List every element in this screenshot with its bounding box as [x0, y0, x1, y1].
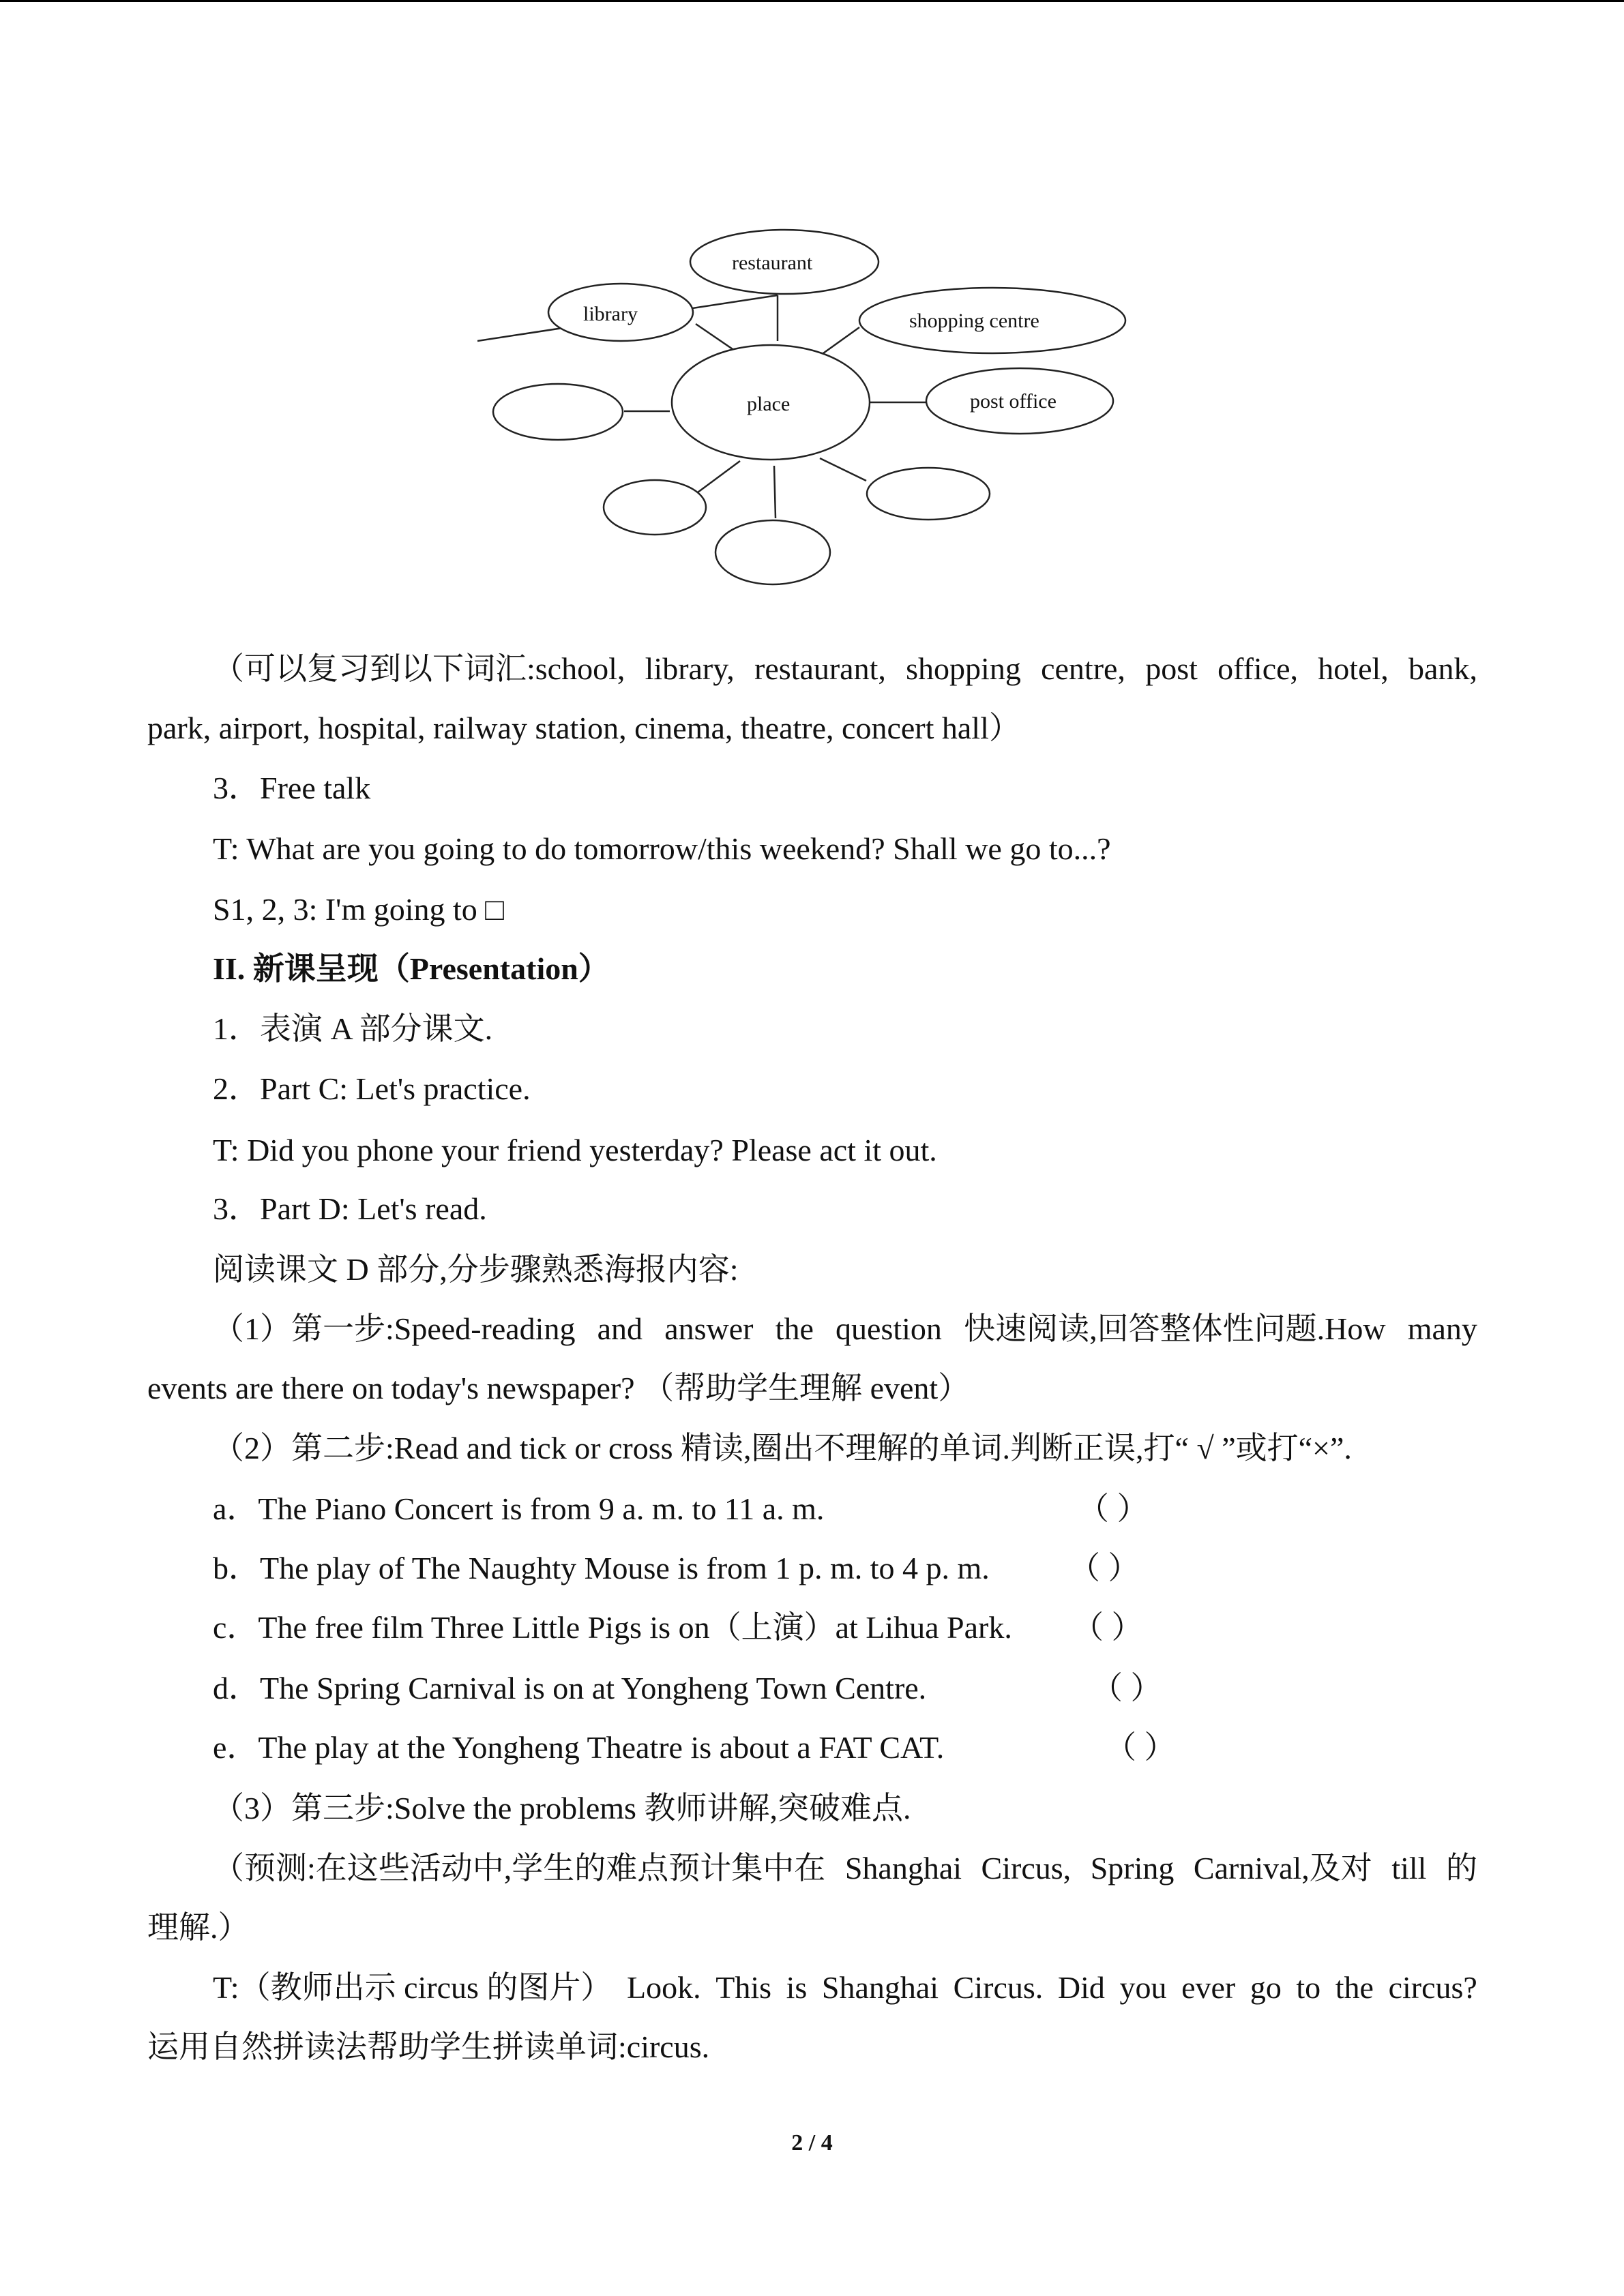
circus-word: Look. [627, 1970, 701, 2005]
post-label: post office [970, 390, 1057, 413]
free-talk-heading: 3．Free talk [213, 771, 371, 805]
step-2-line: （2）第二步:Read and tick or cross 精读,圈出不理解的单词.判断正误,打“ √ ”或打“×”. [213, 1431, 1352, 1465]
word-web-diagram [477, 218, 1146, 600]
review-word: post [1145, 651, 1198, 686]
top-border [0, 0, 1624, 2]
step-1-line [213, 1309, 1477, 1350]
step1-word: answer [664, 1311, 754, 1346]
question-e: e．The play at the Yongheng Theatre is about a FAT CAT. [213, 1730, 945, 1765]
presentation-intro: 阅读课文 D 部分,分步骤熟悉海报内容: [213, 1252, 739, 1287]
review-line-1 [213, 648, 1477, 689]
predict-word: Spring [1090, 1851, 1175, 1885]
shopping-label: shopping centre [909, 310, 1039, 332]
empty-ellipse-lower-left [604, 480, 706, 535]
review-word: centre, [1041, 651, 1125, 686]
predict-word: Circus, [981, 1851, 1072, 1885]
review-word: hotel, [1318, 651, 1389, 686]
circus-word: go [1250, 1970, 1282, 2005]
circus-word: Circus. [953, 1970, 1044, 2005]
empty-ellipse-lower-right [867, 468, 990, 520]
question-a: a．The Piano Concert is from 9 a. m. to 11 a. m. [213, 1491, 825, 1526]
circus-word: T:（教师出示 circus 的图片） [213, 1970, 612, 2005]
step-3-line: （3）第三步:Solve the problems 教师讲解,突破难点. [213, 1791, 911, 1825]
free-talk-teacher: T: What are you going to do tomorrow/this weekend? Shall we go to...? [213, 831, 1111, 866]
review-word: library, [645, 651, 735, 686]
word-web-svg [477, 218, 1146, 600]
restaurant-label: restaurant [732, 252, 813, 274]
library-label: library [583, 303, 638, 325]
presentation-item-2: 2．Part C: Let's practice. [213, 1071, 531, 1106]
teacher-circus-line [213, 1967, 1477, 2008]
step1-word: question [836, 1311, 942, 1346]
circus-word: the [1335, 1970, 1374, 2005]
review-word: restaurant, [754, 651, 886, 686]
circus-word: Shanghai [821, 1970, 939, 2005]
answer-blank-a[interactable]: （ ） [1078, 1491, 1149, 1526]
empty-ellipse-bottom [715, 520, 830, 584]
review-word: shopping [906, 651, 1021, 686]
question-b: b．The play of The Naughty Mouse is from 1 p. m. to 4 p. m. [213, 1551, 990, 1585]
review-word: （可以复习到以下词汇:school, [213, 651, 625, 686]
free-talk-students: S1, 2, 3: I'm going to □ [213, 892, 505, 927]
step1-word: 快速阅读,回答整体性问题.How [964, 1311, 1386, 1346]
prediction-continuation: 理解.） [147, 1910, 250, 1945]
predict-word: （预测:在这些活动中,学生的难点预计集中在 [213, 1851, 826, 1885]
question-d: d．The Spring Carnival is on at Yongheng Town Centre. [213, 1671, 927, 1705]
presentation-item-3: 3．Part D: Let's read. [213, 1191, 487, 1226]
prediction-line [213, 1848, 1477, 1889]
step1-word: the [775, 1311, 814, 1346]
circus-word: to [1296, 1970, 1321, 2005]
predict-word: Carnival,及对 [1193, 1851, 1372, 1885]
page-number: 2 / 4 [791, 2130, 833, 2156]
presentation-heading: II. 新课呈现（Presentation） [213, 951, 610, 986]
predict-word: Shanghai [844, 1851, 962, 1885]
circus-word: This [715, 1970, 771, 2005]
circus-word: is [786, 1970, 808, 2005]
answer-blank-b[interactable]: （ ） [1069, 1551, 1140, 1585]
circus-word: you [1119, 1970, 1167, 2005]
answer-blank-e[interactable]: （ ） [1105, 1730, 1176, 1765]
answer-blank-c[interactable]: （ ） [1072, 1610, 1143, 1645]
answer-blank-d[interactable]: （ ） [1091, 1671, 1162, 1705]
step1-word: （1）第一步:Speed-reading [213, 1311, 576, 1346]
predict-word: till [1391, 1851, 1427, 1885]
empty-ellipse-left [493, 384, 623, 440]
circus-word: Did [1057, 1970, 1105, 2005]
presentation-item-1: 1．表演 A 部分课文. [213, 1011, 493, 1046]
circus-word: circus? [1388, 1970, 1477, 2005]
review-word: bank, [1408, 651, 1477, 686]
review-word: office, [1217, 651, 1299, 686]
center-label: place [747, 393, 791, 415]
presentation-teacher-2: T: Did you phone your friend yesterday? Please act it out. [213, 1133, 937, 1167]
circus-word: ever [1181, 1970, 1236, 2005]
predict-word: 的 [1446, 1851, 1477, 1885]
step1-word: many [1407, 1311, 1477, 1346]
question-c: c．The free film Three Little Pigs is on（上演）at Lihua Park. [213, 1610, 1012, 1645]
review-line-2: park, airport, hospital, railway station, cinema, theatre, concert hall） [147, 711, 1020, 745]
step-1-continuation: events are there on today's newspaper? （帮助学生理解 event） [147, 1371, 970, 1405]
teacher-circus-continuation: 运用自然拼读法帮助学生拼读单词:circus. [147, 2029, 710, 2064]
step1-word: and [597, 1311, 643, 1346]
